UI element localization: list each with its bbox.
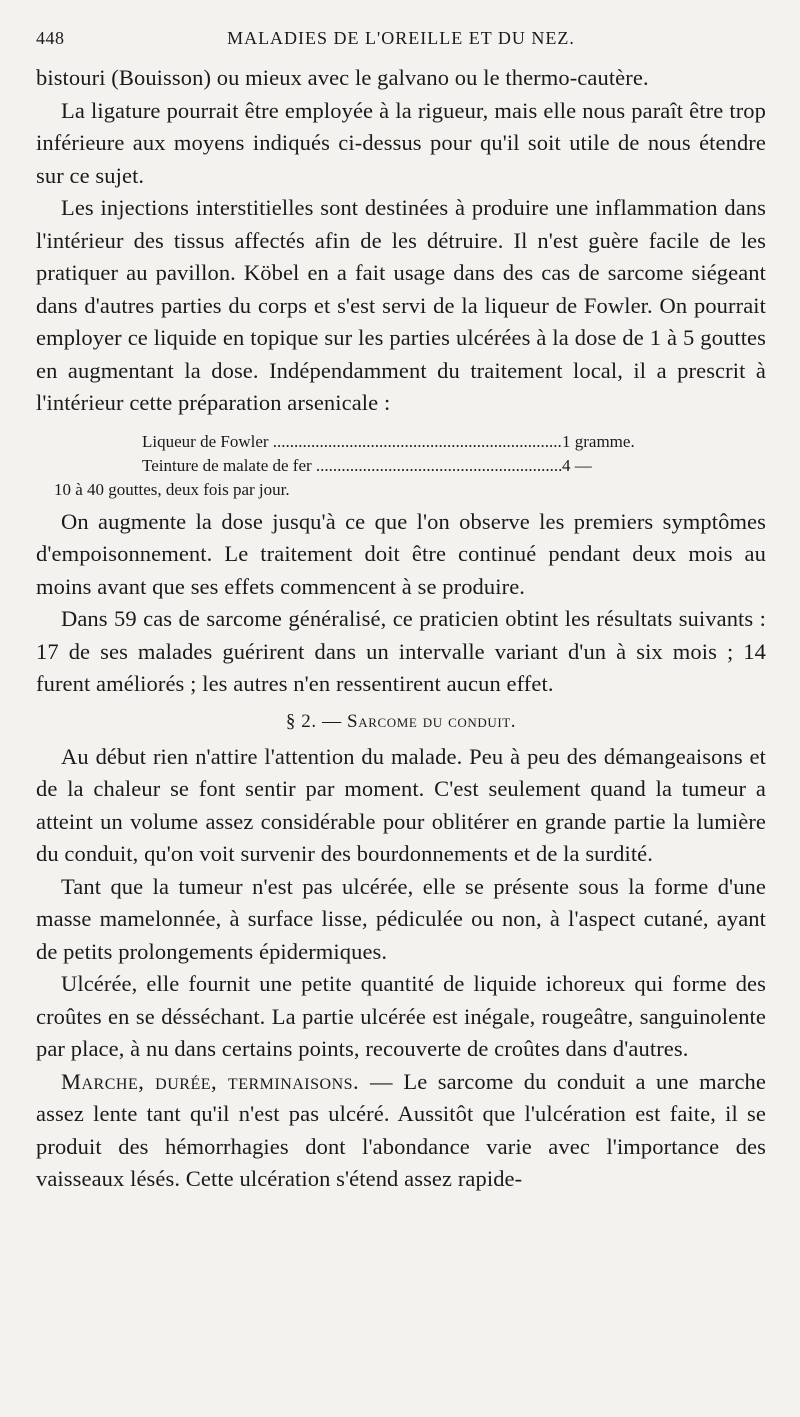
running-header [36, 28, 766, 62]
running-title: MALADIES DE L'OREILLE ET DU NEZ. [227, 28, 575, 48]
section-heading [36, 711, 766, 733]
paragraph-injections: Les injections interstitielles sont destinées à produire une inflammation dans l'intérieur des tissus affectés afin de les détruire. Il n'est guère facile de les pratiquer au pavillon. Köbel en a fait usage dans des cas de sarcome siégeant dans d'autres parties du corps et s'est servi de la liqueur de Fowler. On pourrait employer ce liquide en topique sur les parties ulcérées à la dose de 1 à 5 gouttes en augmentant la dose. Indépendamment du traitement local, il a prescrit à l'intérieur cette préparation arsenicale : [36, 195, 766, 415]
formula-row [36, 430, 766, 454]
paragraph-ligature: La ligature pourrait être employée à la rigueur, mais elle nous paraît être trop inférieure aux moyens indiqués ci-dessus pour qu'il soit utile de nous étendre sur ce sujet. [36, 97, 766, 188]
paragraph-continuation: bistouri (Bouisson) ou mieux avec le galvano ou le thermo-cautère. [36, 65, 649, 90]
section-title: Sarcome du conduit. [347, 710, 517, 732]
formula-row [36, 454, 766, 478]
formula-dosage: 10 à 40 gouttes, deux fois par jour. [54, 479, 290, 499]
book-page [36, 28, 766, 1196]
paragraph-results: Dans 59 cas de sarcome généralisé, ce praticien obtint les résultats suivants : 17 de ses malades guérirent dans un intervalle variant d'un à six mois ; 14 furent améliorés ; les autres n'en ressentirent aucun effet. [36, 606, 766, 696]
section-number: § 2. — [285, 710, 342, 732]
runin-heading: Marche, durée, terminaisons. — [61, 1068, 393, 1094]
paragraph-ulceration: Ulcérée, elle fournit une petite quantité de liquide ichoreux qui forme des croûtes en se désséchant. La partie ulcérée est inégale, rougeâtre, sanguinolente par place, à nu dans certains points, recouverte de croûtes dans d'autres. [36, 971, 766, 1061]
formula-ingredient: Teinture de malate de fer ..... [142, 454, 562, 478]
formula-quantity: 4 — [562, 455, 592, 475]
paragraph-course-text: Le sarcome du conduit a une marche assez lente tant qu'il n'est pas ulcéré. Aussitôt que l'ulcération est faite, il se produit des hémorrhagies dont l'abondance varie avec l'importance des vaisseaux lésés. Cette ulcération s'étend assez rapide- [36, 1068, 766, 1191]
paragraph-appearance: Tant que la tumeur n'est pas ulcérée, elle se présente sous la forme d'une masse mamelonnée, à surface lisse, pédiculée ou non, à l'aspect cutané, ayant de petits prolongements épidermiques. [36, 873, 766, 964]
formula-quantity: 1 gramme. [562, 431, 635, 451]
formula-ingredient: Liqueur de Fowler ..... [142, 430, 562, 454]
paragraph-course [36, 1066, 766, 1196]
prescription-formula [36, 430, 766, 502]
page-number: 448 [36, 28, 65, 48]
paragraph-onset: Au début rien n'attire l'attention du malade. Peu à peu des démangeaisons et de la chaleur se font sentir par moment. C'est seulement quand la tumeur a atteint un volume assez considérable pour oblitérer en grande partie la lumière du conduit, qu'on voit survenir des bourdonnements et de la surdité. [36, 743, 766, 866]
paragraph-dose-increase: On augmente la dose jusqu'à ce que l'on observe les premiers symptômes d'empoisonnement. Le traitement doit être continué pendant deux mois au moins avant que ses effets commencent à se produire. [36, 508, 766, 599]
